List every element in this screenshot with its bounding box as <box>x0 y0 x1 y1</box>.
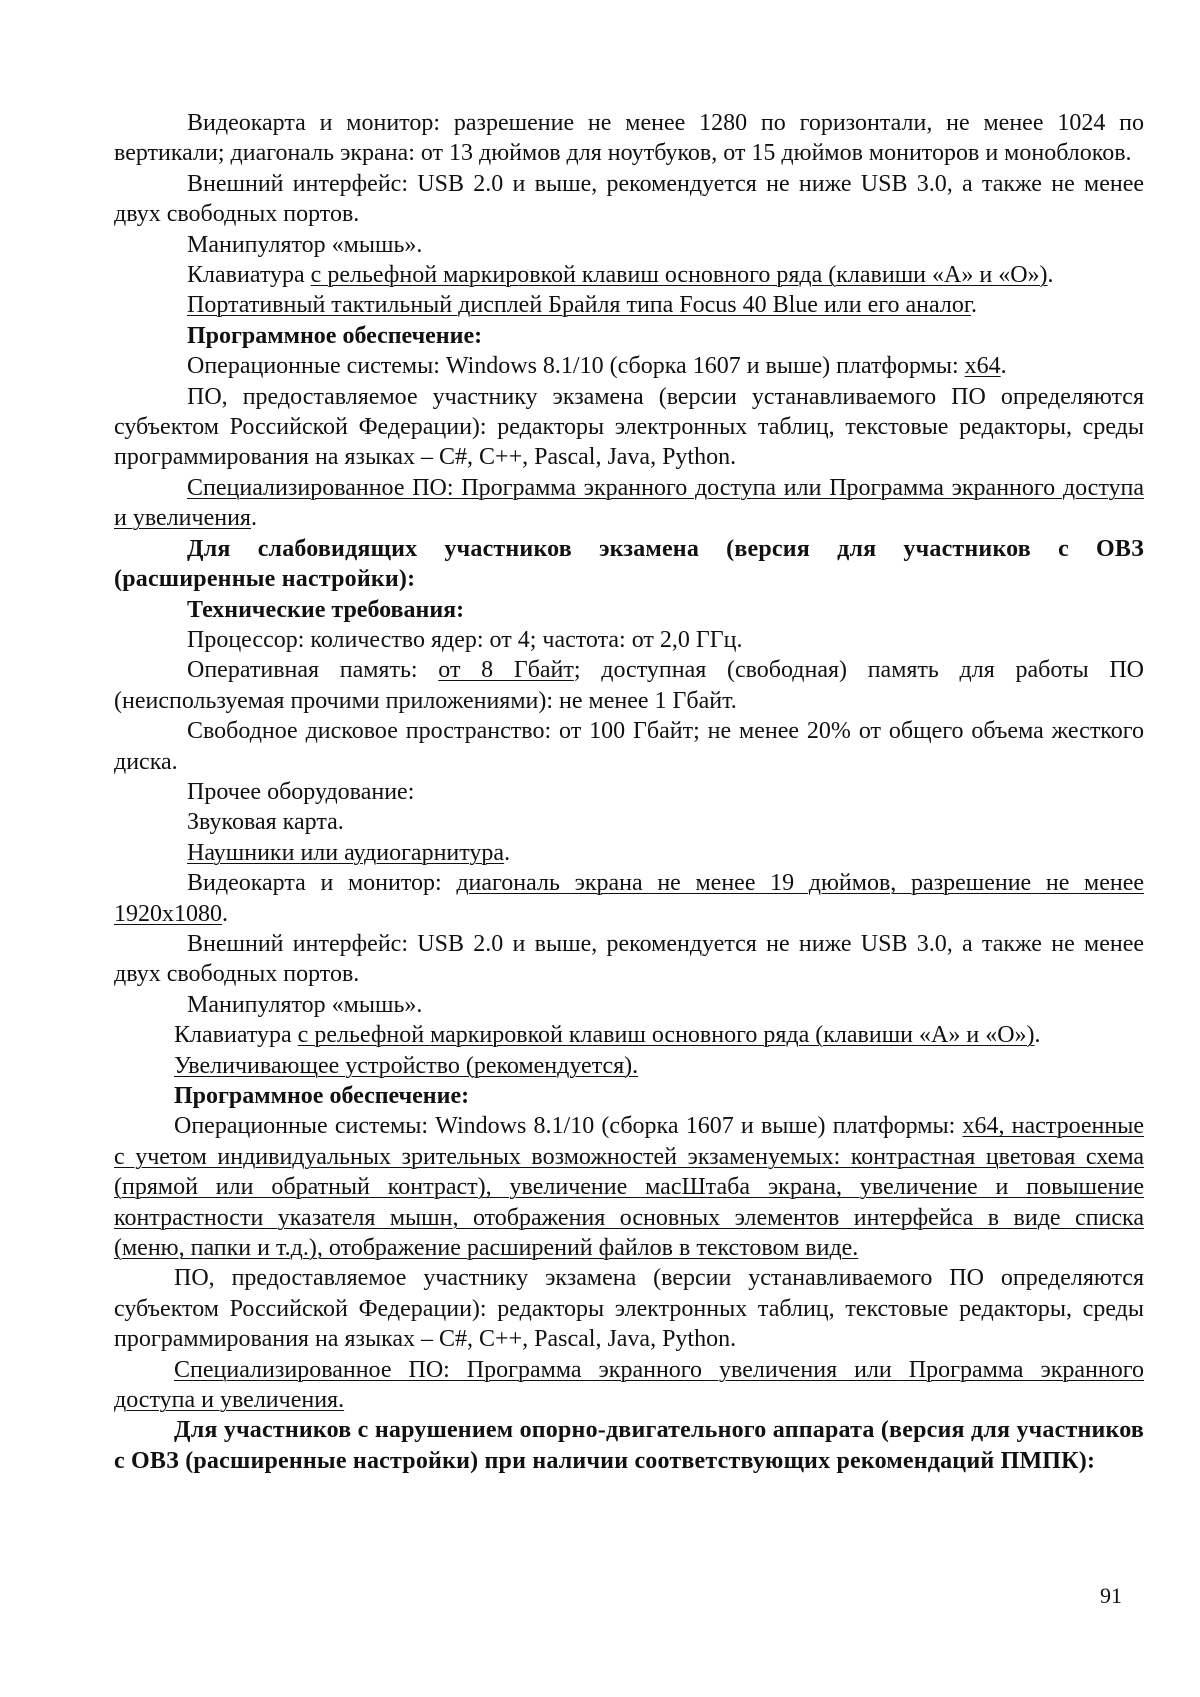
underlined-text: x64 <box>964 353 1001 380</box>
underlined-text: Специализированное ПО: Программа экранного доступа или Программа экранного доступа и увеличения <box>114 474 1144 532</box>
underlined-text: от 8 Гбайт <box>438 657 574 684</box>
paragraph-sound-card: Звуковая карта. <box>187 809 344 836</box>
paragraph-external-interface-2: Внешний интерфейс: USB 2.0 и выше, рекомендуется не ниже USB 3.0, а также не менее двух свободных портов. <box>114 930 1144 988</box>
paragraph-headphones <box>114 838 1144 868</box>
underlined-text: x64, настроенные с учетом индивидуальных зрительных возможностей экзаменуемых: контрастная цветовая схема (прямой или обратный контраст), увеличение масШтаба экрана, увеличение и повышение контрастности указателя мышн, отображения основных элементов интерфейса в виде списка (меню, папки и т.д.), отображение расширений файлов в текстовом виде. <box>114 1113 1144 1262</box>
paragraph-braille-display <box>114 290 1144 320</box>
heading-musculoskeletal: Для участников с нарушением опорно-двигательного аппарата (версия для участников с ОВЗ (расширенные настройки) при наличии соответствующих рекомендаций ПМПК): <box>114 1417 1144 1474</box>
underlined-text: Портативный тактильный дисплей Брайля типа Focus 40 Blue или его аналог <box>187 292 971 319</box>
underlined-text: диагональ экрана не менее 19 дюймов, разрешение не менее 1920x1080 <box>114 870 1145 927</box>
heading-low-vision: Для слабовидящих участников экзамена (версия для участников с ОВЗ (расширенные настройки): <box>114 535 1144 593</box>
text-span: ; доступная (свободная) память для работы ПО (неиспользуемая прочими приложениями): не менее 1 Гбайт. <box>114 657 1144 714</box>
underlined-text: с рельефной маркировкой клавиш основного ряда (клавиши «А» и «О») <box>297 1022 1035 1049</box>
paragraph-mouse-2: Манипулятор «мышь». <box>187 991 423 1018</box>
paragraph-software-provided-1: ПО, предоставляемое участнику экзамена (версии устанавливаемого ПО определяются субъектом Российской Федерации): редакторы электронных таблиц, текстовые редакторы, среды программирования на языках – C#, C++, Pascal, Java, Python. <box>114 383 1144 471</box>
text-span: . <box>971 292 977 319</box>
text-span: . <box>504 839 511 866</box>
paragraph-special-software-2 <box>114 1355 1144 1416</box>
text-span: Видеокарта и монитор: <box>187 870 457 897</box>
underlined-text: Специализированное ПО: Программа экранного увеличения или Программа экранного доступа и увеличения. <box>114 1356 1144 1414</box>
paragraph-ram <box>114 655 1144 716</box>
paragraph-external-interface-1: Внешний интерфейс: USB 2.0 и выше, рекомендуется не ниже USB 3.0, а также не менее двух свободных портов. <box>114 170 1144 228</box>
underlined-text: Наушники или аудиогарнитура <box>187 839 505 866</box>
underlined-text: Увеличивающее устройство (рекомендуется). <box>174 1052 639 1079</box>
document-page <box>114 108 1144 1476</box>
text-span: Операционные системы: Windows 8.1/10 (сборка 1607 и выше) платформы: <box>187 353 965 380</box>
paragraph-other-equipment: Прочее оборудование: <box>187 778 415 805</box>
paragraph-os-2 <box>114 1111 1144 1263</box>
heading-software-1: Программное обеспечение: <box>187 322 483 349</box>
paragraph-mouse-1: Манипулятор «мышь». <box>187 231 423 258</box>
paragraph-os-1 <box>114 351 1144 381</box>
text-span: Клавиатура <box>187 262 311 289</box>
page-number: 91 <box>1100 1583 1122 1608</box>
underlined-text: с рельефной маркировкой клавиш основного ряда (клавиши «А» и «О») <box>310 262 1048 289</box>
text-span: . <box>1047 262 1054 289</box>
text-span: . <box>1000 353 1007 380</box>
paragraph-keyboard-2 <box>114 1020 1144 1050</box>
heading-tech-requirements: Технические требования: <box>187 596 465 623</box>
text-span: . <box>222 900 228 927</box>
paragraph-processor: Процессор: количество ядер: от 4; частота: от 2,0 ГГц. <box>187 626 743 653</box>
paragraph-magnifier <box>114 1051 1144 1081</box>
paragraph-disk-space: Свободное дисковое пространство: от 100 Гбайт; не менее 20% от общего объема жесткого диска. <box>114 718 1144 775</box>
text-span: Клавиатура <box>174 1022 298 1049</box>
text-span: Оперативная память: <box>187 657 439 684</box>
text-span: Операционные системы: Windows 8.1/10 (сборка 1607 и выше) платформы: <box>174 1113 963 1140</box>
paragraph-keyboard-1 <box>114 260 1144 290</box>
text-span: . <box>250 505 257 532</box>
paragraph-software-provided-2: ПО, предоставляемое участнику экзамена (версии устанавливаемого ПО определяются субъектом Российской Федерации): редакторы электронных таблиц, текстовые редакторы, среды программирования на языках – C#, C++, Pascal, Java, Python. <box>114 1265 1144 1353</box>
heading-software-2: Программное обеспечение: <box>174 1083 470 1109</box>
text-span: . <box>1034 1022 1041 1049</box>
paragraph-videocard-2 <box>114 868 1144 929</box>
paragraph-videocard-1: Видеокарта и монитор: разрешение не менее 1280 по горизонтали, не менее 1024 по вертикали; диагональ экрана: от 13 дюймов для ноутбуков, от 15 дюймов мониторов и моноблоков. <box>114 110 1144 167</box>
paragraph-special-software-1 <box>114 473 1144 534</box>
